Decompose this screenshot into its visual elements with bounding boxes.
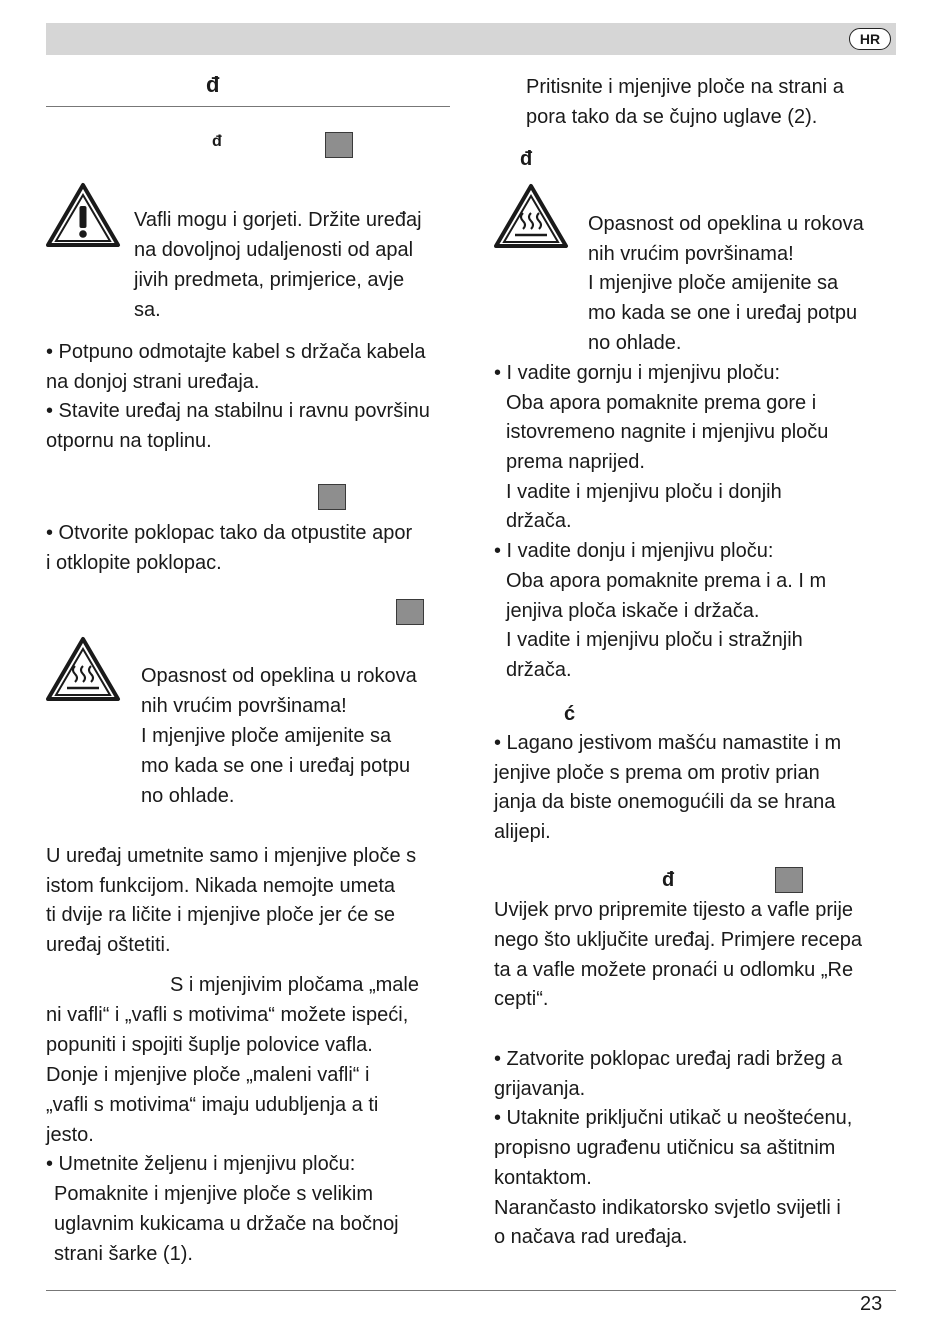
bullet-line: • Umetnite željenu i mjenjivu ploču: [46,1153,356,1175]
bullet-line: na donjoj strani uređaja. [46,371,260,393]
warning-text-line: Opasnost od opeklina u rokova [588,213,864,235]
warning-text-line: jivih predmeta, primjerice, avje [134,269,405,291]
bullet-line: uglavnim kukicama u držače na bočnoj [54,1213,399,1235]
placeholder-box [318,484,346,510]
subheading: đ [662,869,675,891]
paragraph-line: Pritisnite i mjenjive ploče na strani a [526,76,844,98]
warning-text-line: Vafli mogu i gorjeti. Držite uređaj [134,209,422,231]
subheading: ć [564,703,576,725]
bullet-line: držača. [506,659,572,681]
bullet-line: grijavanja. [494,1078,586,1100]
bullet-line: prema naprijed. [506,451,645,473]
paragraph-line: jesto. [46,1124,94,1146]
warning-text-line: Opasnost od opeklina u rokova [141,665,417,687]
paragraph-line: popuniti i spojiti šuplje polovice vafla. [46,1034,373,1056]
bullet-line: I vadite i mjenjivu ploču i donjih [506,481,782,503]
bullet-line: propisno ugrađenu utičnicu sa aštitnim [494,1137,836,1159]
bullet-line: Pomaknite i mjenjive ploče s velikim [54,1183,374,1205]
paragraph-line: pora tako da se čujno uglave (2). [526,106,818,128]
paragraph-line: cepti“. [494,988,549,1010]
paragraph-line: ti dvije ra ličite i mjenjive ploče jer će se [46,904,396,926]
bullet-line: • Potpuno odmotajte kabel s držača kabela [46,341,426,363]
bullet-line: janja da biste onemogućili da se hrana [494,791,836,813]
warning-text-line: I mjenjive ploče amijenite sa [141,725,392,747]
hot-surface-warning-icon [493,183,569,249]
page-number: 23 [860,1293,883,1315]
paragraph-line: ni vafli“ i „vafli s motivima“ možete ispeći, [46,1004,409,1026]
hot-surface-warning-icon [45,636,121,702]
warning-triangle-icon [45,182,121,248]
paragraph-line: U uređaj umetnite samo i mjenjive ploče s [46,845,417,867]
bullet-line: I vadite i mjenjivu ploču i stražnjih [506,629,803,651]
paragraph-line: „vafli s motivima“ imaju udubljenja a ti [46,1094,379,1116]
warning-text-line: mo kada se one i uređaj potpu [141,755,411,777]
language-badge: HR [849,28,891,50]
bullet-line: • I vadite gornju i mjenjivu ploču: [494,362,781,384]
bullet-line: istovremeno nagnite i mjenjivu ploču [506,421,829,443]
warning-text-line: no ohlade. [588,332,682,354]
subheading: đ [520,148,533,170]
placeholder-box [775,867,803,893]
warning-text-line: nih vrućim površinama! [588,243,794,265]
bullet-line: alijepi. [494,821,551,843]
warning-text-line: nih vrućim površinama! [141,695,347,717]
paragraph-line: S i mjenjivim pločama „male [170,974,419,996]
paragraph-line: Uvijek prvo pripremite tijesto a vafle prije [494,899,854,921]
subheading: đ [212,133,222,150]
bullet-line: kontaktom. [494,1167,592,1189]
bullet-line: držača. [506,510,572,532]
placeholder-box [396,599,424,625]
warning-text-line: sa. [134,299,161,321]
section-heading: đ [206,72,220,97]
paragraph-line: o načava rad uređaja. [494,1226,688,1248]
warning-text-line: na dovoljnoj udaljenosti od apal [134,239,414,261]
paragraph-line: Narančasto indikatorsko svjetlo svijetli i [494,1197,841,1219]
bullet-line: strani šarke (1). [54,1243,193,1265]
bullet-line: otpornu na toplinu. [46,430,212,452]
bullet-line: jenjiva ploča iskače i držača. [506,600,760,622]
placeholder-box [325,132,353,158]
bullet-line: Oba apora pomaknite prema i a. I m [506,570,827,592]
paragraph-line: istom funkcijom. Nikada nemojte umeta [46,875,396,897]
bullet-line: • Otvorite poklopac tako da otpustite apor [46,522,413,544]
paragraph-line: nego što uključite uređaj. Primjere recepa [494,929,862,951]
bullet-line: • Lagano jestivom mašću namastite i m [494,732,842,754]
bullet-line: i otklopite poklopac. [46,552,222,574]
bullet-line: • Utaknite priključni utikač u neoštećenu, [494,1107,853,1129]
header-bar [46,23,896,55]
heading-rule [46,106,450,107]
footer-rule [46,1290,896,1291]
bullet-line: • Zatvorite poklopac uređaj radi bržeg a [494,1048,843,1070]
bullet-line: • Stavite uređaj na stabilnu i ravnu površinu [46,400,430,422]
paragraph-line: ta a vafle možete pronaći u odlomku „Re [494,959,854,981]
bullet-line: jenjive ploče s prema om protiv prian [494,762,820,784]
paragraph-line: uređaj oštetiti. [46,934,171,956]
warning-text-line: I mjenjive ploče amijenite sa [588,272,839,294]
warning-text-line: mo kada se one i uređaj potpu [588,302,858,324]
bullet-line: • I vadite donju i mjenjivu ploču: [494,540,774,562]
bullet-line: Oba apora pomaknite prema gore i [506,392,817,414]
warning-text-line: no ohlade. [141,785,235,807]
paragraph-line: Donje i mjenjive ploče „maleni vafli“ i [46,1064,370,1086]
